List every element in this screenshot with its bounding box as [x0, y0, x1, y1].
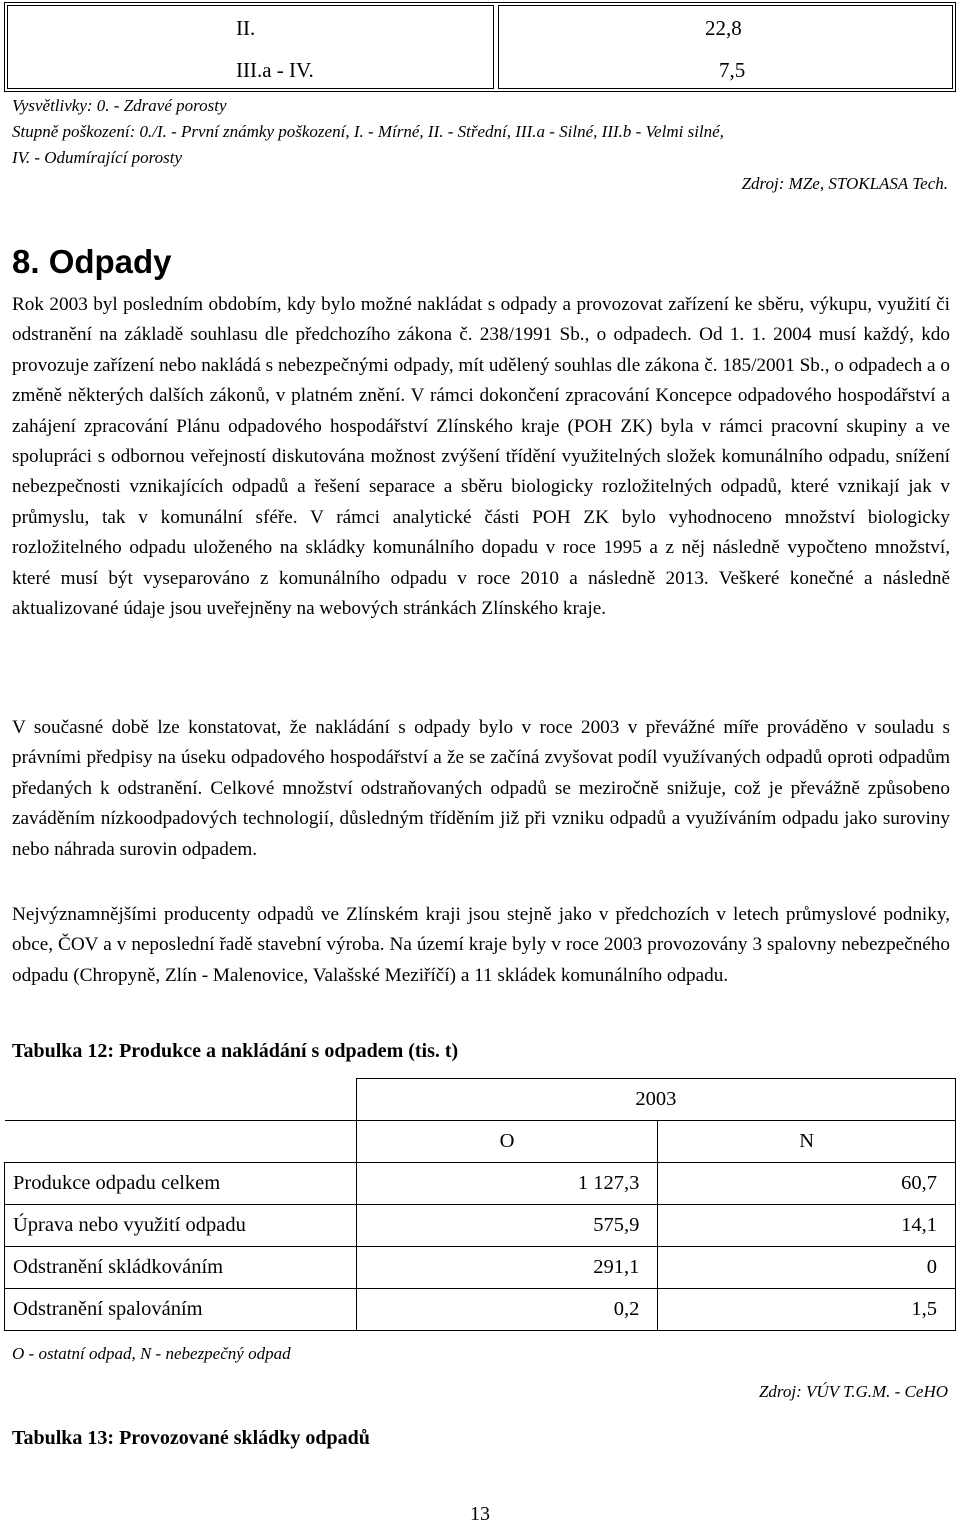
damage-label-row-1: II. — [236, 16, 256, 40]
row-value-n: 1,5 — [658, 1289, 956, 1331]
row-value-n: 0 — [658, 1247, 956, 1289]
legend-line-2: Stupně poškození: 0./I. - První známky poškození, I. - Mírné, II. - Střední, III.a - Silné, III.b - Velmi silné, — [12, 122, 724, 141]
damage-value-row-1: 22,8 — [705, 16, 742, 40]
section-heading: 8. Odpady — [12, 243, 172, 280]
source-note: Zdroj: MZe, STOKLASA Tech. — [741, 174, 948, 193]
damage-label-row-2: III.a - IV. — [236, 58, 314, 82]
table-row — [5, 1247, 956, 1289]
paragraph-2: V současné době lze konstatovat, že nakládání s odpady bylo v roce 2003 v převážné míře prováděno v souladu s právními předpisy na úseku odpadového hospodářství a že se začíná zvyšovat podíl využívaných odpadů oproti odpadům předaných k odstranění. Celkové množství odstraňovaných odpadů se meziročně snižuje, což je převážně způsobeno zaváděním nízkoodpadových technologií, důsledným tříděním již při vzniku odpadů a využíváním odpadu jako suroviny nebo náhrada surovin odpadem. — [12, 717, 950, 860]
table-12-caption: Tabulka 12: Produkce a nakládání s odpadem (tis. t) — [12, 1040, 459, 1062]
empty-subheader-cell — [5, 1121, 357, 1163]
table-13-caption: Tabulka 13: Provozované skládky odpadů — [12, 1427, 370, 1449]
damage-value-row-2: 7,5 — [719, 58, 746, 82]
damage-label-cell — [7, 5, 494, 89]
row-label: Produkce odpadu celkem — [5, 1163, 357, 1205]
page-number: 13 — [470, 1503, 490, 1525]
column-header-o: O — [356, 1121, 658, 1163]
table-source: Zdroj: VÚV T.G.M. - CeHO — [758, 1382, 948, 1401]
row-value-n: 60,7 — [658, 1163, 956, 1205]
paragraph-3: Nejvýznamnějšími producenty odpadů ve Zlínském kraji jsou stejně jako v předchozích v letech průmyslové podniky, obce, ČOV a v neposlední řadě stavební výroba. Na území kraje byly v roce 2003 provozovány 3 spalovny nebezpečného odpadu (Chropyně, Zlín - Malenovice, Valašské Meziříčí) a 11 skládek komunálního odpadu. — [12, 904, 950, 986]
year-header: 2003 — [356, 1079, 955, 1121]
row-label: Odstranění spalováním — [5, 1289, 357, 1331]
damage-value-cell — [498, 5, 953, 89]
damage-table — [4, 2, 956, 92]
row-value-o: 575,9 — [356, 1205, 658, 1247]
column-header-n: N — [658, 1121, 956, 1163]
table-row — [5, 1163, 956, 1205]
row-value-o: 0,2 — [356, 1289, 658, 1331]
table-row — [5, 1289, 956, 1331]
table-row — [5, 1205, 956, 1247]
legend-line-1: Vysvětlivky: 0. - Zdravé porosty — [12, 96, 227, 115]
legend-line-3: IV. - Odumírající porosty — [12, 148, 182, 167]
paragraph-1: Rok 2003 byl posledním obdobím, kdy bylo možné nakládat s odpady a provozovat zařízení ke sběru, výkupu, využití či odstranění na základě souhlasu dle předchozího zákona č. 238/1991 Sb., o odpadech. Od 1. 1. 2004 musí každý, kdo provozuje zařízení nebo nakládá s nebezpečnými odpady, mít udělený souhlas dle zákona č. 185/2001 Sb., o odpadech a o změně některých dalších zákonů, v platném znění. V rámci dokončení zpracování Koncepce odpadového hospodářství a zahájení zpracování Plánu odpadového hospodářství Zlínského kraje (POH ZK) byla v rámci pracovní skupiny a ve spolupráci s odbornou veřejností diskutována možnost zvýšení třídění využitelných složek komunálního odpadu, snížení nebezpečnosti vznikajících odpadů a řešení separace a sběru biologicky rozložitelných odpadů, které vznikají jak v průmyslu, tak v komunální sféře. V rámci analytické části POH ZK bylo vyhodnoceno množství biologicky rozložitelného odpadu uloženého na skládky komunálního dopadu v roce 1995 a z něj následně vypočteno množství, které musí být vyseparováno z komunálního odpadu v roce 2010 a následně 2013. Veškeré konečné a následně aktualizované údaje jsou uveřejněny na webových stránkách Zlínského kraje. — [12, 294, 950, 620]
row-value-o: 291,1 — [356, 1247, 658, 1289]
row-label: Odstranění skládkováním — [5, 1247, 357, 1289]
table-subheader-row — [5, 1121, 956, 1163]
empty-header-cell — [5, 1079, 357, 1121]
row-value-o: 1 127,3 — [356, 1163, 658, 1205]
table-legend: O - ostatní odpad, N - nebezpečný odpad — [12, 1344, 291, 1363]
waste-table — [4, 1078, 956, 1331]
table-header-row — [5, 1079, 956, 1121]
row-label: Úprava nebo využití odpadu — [5, 1205, 357, 1247]
row-value-n: 14,1 — [658, 1205, 956, 1247]
